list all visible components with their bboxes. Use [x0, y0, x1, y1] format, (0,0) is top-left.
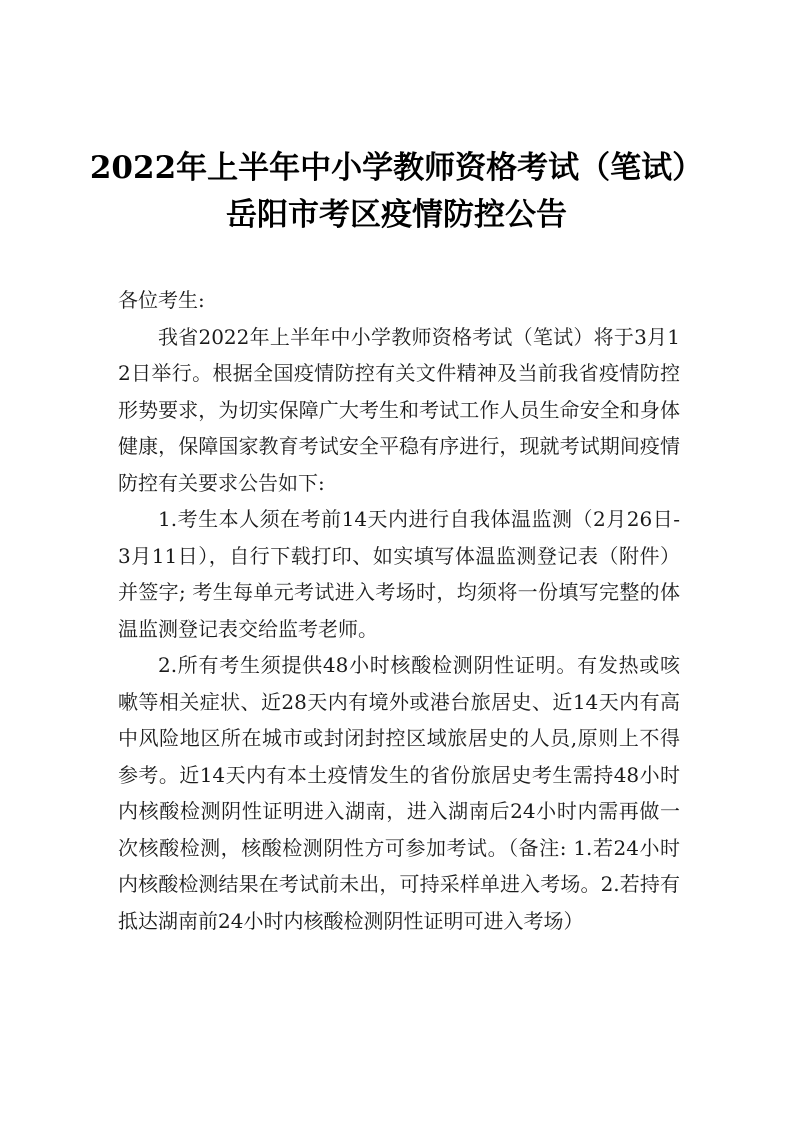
paragraph-item-1: 1.考生本人须在考前14天内进行自我体温监测（2月26日-3月11日），自行下载打印、如实填写体温监测登记表（附件）并签字; 考生每单元考试进入考场时，均须将一份填写完整的体温监测登记表交给监考老师。 — [118, 507, 680, 641]
paragraph-item-2: 2.所有考生须提供48小时核酸检测阴性证明。有发热或咳嗽等相关症状、近28天内有境外或港台旅居史、近14天内有高中风险地区所在城市或封闭封控区域旅居史的人员,原则上不得参考。近14天内有本土疫情发生的省份旅居史考生需持48小时内核酸检测阴性证明进入湖南，进入湖南后24小时内需再做一次核酸检测，核酸检测阴性方可参加考试。（备注: 1.若24小时内核酸检测结果在考试前未出，可持采样单进入考场。2.若持有抵达湖南前24小时内核酸检测阴性证明可进入考场） — [118, 653, 680, 933]
document-title-line2: 岳阳市考区疫情防控公告 — [226, 197, 567, 233]
greeting: 各位考生: — [118, 288, 205, 312]
document-title-line1: 2022年上半年中小学教师资格考试（笔试） — [89, 150, 704, 186]
document-body — [118, 282, 680, 939]
paragraph-intro: 我省2022年上半年中小学教师资格考试（笔试）将于3月12日举行。根据全国疫情防控有关文件精神及当前我省疫情防控形势要求，为切实保障广大考生和考试工作人员生命安全和身体健康，保障国家教育考试安全平稳有序进行，现就考试期间疫情防控有关要求公告如下: — [118, 324, 680, 495]
